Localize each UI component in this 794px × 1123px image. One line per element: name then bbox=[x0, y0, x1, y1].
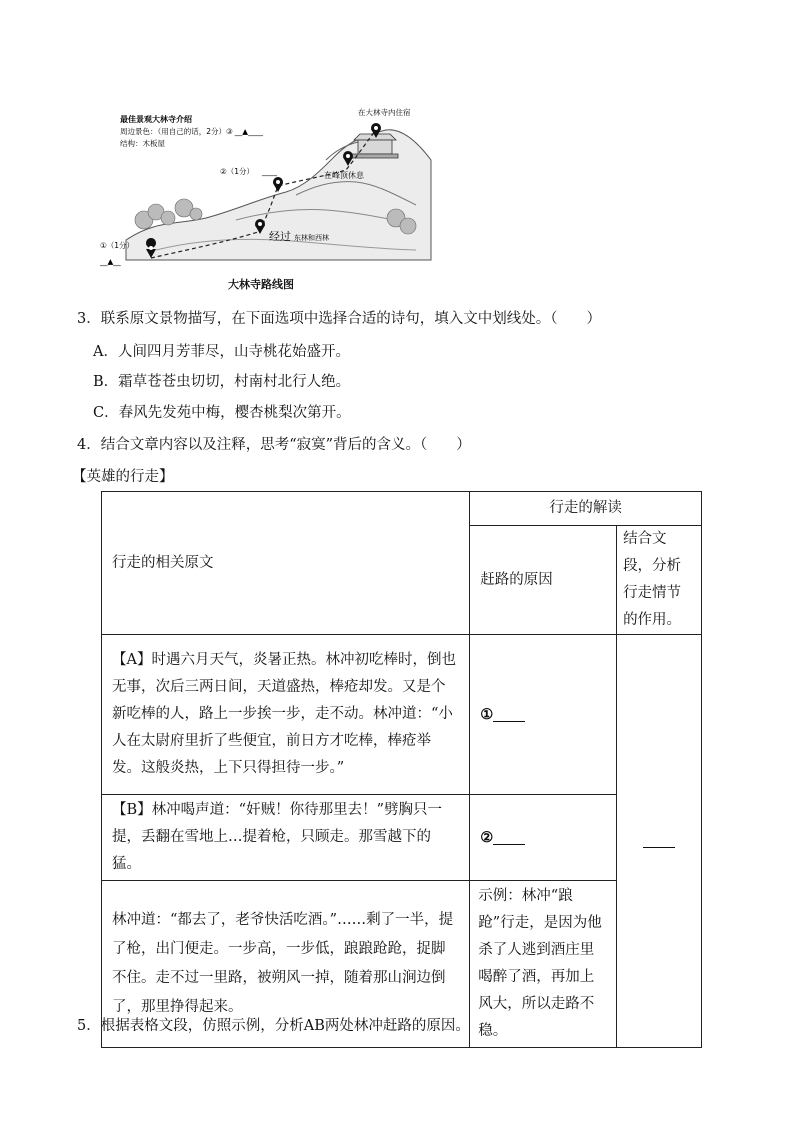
map-caption: 大林寺路线图 bbox=[228, 278, 294, 291]
answer-blank bbox=[643, 833, 675, 848]
header-reason: 赶路的原因 bbox=[470, 526, 617, 635]
row-b-text: 【B】林冲喝声道：“奸贼！你待那里去！”劈胸只一提，丢翻在雪地上…提着枪，只顾走。那雪越下的猛。 bbox=[102, 795, 470, 881]
answer-blank bbox=[493, 707, 525, 722]
row-a-answer bbox=[470, 635, 617, 795]
row-a-text: 【A】时遇六月天气，炎暑正热。林冲初吃棒时，倒也无事，次后三两日间，天道盛热，棒疮却发。又是个新吃棒的人，路上一步挨一步，走不动。林冲道：“小人在太尉府里折了些便宜，前日方才吃棒，棒疮举发。这般炎热，上下只得担待一步。” bbox=[102, 635, 470, 795]
label-pass-small: 东林和西林 bbox=[294, 234, 329, 242]
hero-walking-table bbox=[101, 491, 702, 1048]
header-effect: 结合文段，分析行走情节的作用。 bbox=[617, 526, 702, 635]
label-two: ②（1分） bbox=[220, 167, 254, 176]
label-two-blank: ____ bbox=[262, 167, 277, 176]
header-related-text: 行走的相关原文 bbox=[102, 492, 470, 635]
table-row bbox=[102, 492, 702, 526]
answer-blank bbox=[493, 830, 525, 845]
section-title: 【英雄的行走】 bbox=[72, 469, 174, 485]
route-map-figure bbox=[96, 100, 436, 268]
header-interpretation: 行走的解读 bbox=[470, 492, 702, 526]
question-3-option-c: C．春风先发苑中梅，樱杏桃梨次第开。 bbox=[93, 405, 351, 421]
question-3-option-b: B．霜草苍苍虫切切，村南村北行人绝。 bbox=[93, 374, 351, 390]
question-5-stem: 5．根据表格文段，仿照示例，分析AB两处林冲赶路的原因。 bbox=[77, 1018, 470, 1034]
question-4-stem: 4．结合文章内容以及注释，思考“寂寞”背后的含义。（ ） bbox=[77, 437, 471, 453]
question-3-option-a: A．人间四月芳菲尽，山寺桃花始盛开。 bbox=[93, 344, 350, 360]
label-rest: 在峰顶休息 bbox=[324, 171, 364, 180]
label-stay: 在大林寺内住宿 bbox=[358, 108, 411, 117]
table-row bbox=[102, 795, 702, 881]
label-one-blank: __▲__ bbox=[100, 257, 121, 266]
map-pin-icon bbox=[273, 177, 283, 192]
map-title: 最佳景观大林寺介绍 bbox=[120, 115, 192, 124]
row-c-text: 林冲道：“都去了，老爷快活吃酒。”……剩了一半，提了枪，出门便走。一步高，一步低，踉踉跄跄，捉脚不住。走不过一里路，被朔风一掉，随着那山涧边倒了，那里挣得起来。 bbox=[102, 881, 470, 1048]
question-3-stem: 3．联系原文景物描写，在下面选项中选择合适的诗句，填入文中划线处。（ ） bbox=[77, 311, 601, 327]
label-pass-big: 经过 bbox=[269, 230, 291, 243]
row-b-mark: ② bbox=[480, 828, 494, 846]
row-b-answer bbox=[470, 795, 617, 881]
map-scenery-line: 周边景色：（用自己的话，2分）③ __▲____ bbox=[120, 127, 264, 136]
label-one: ①（1分） bbox=[100, 241, 134, 250]
row-c-reason: 示例：林冲“踉跄”行走，是因为他杀了人逃到酒庄里喝醉了酒，再加上风大，所以走路不稳。 bbox=[470, 881, 617, 1048]
table-row bbox=[102, 635, 702, 795]
effect-answer-cell bbox=[617, 635, 702, 1048]
row-a-mark: ① bbox=[480, 705, 494, 723]
temple-illustration bbox=[352, 134, 398, 158]
map-structure-line: 结构：木板屋 bbox=[120, 139, 165, 148]
